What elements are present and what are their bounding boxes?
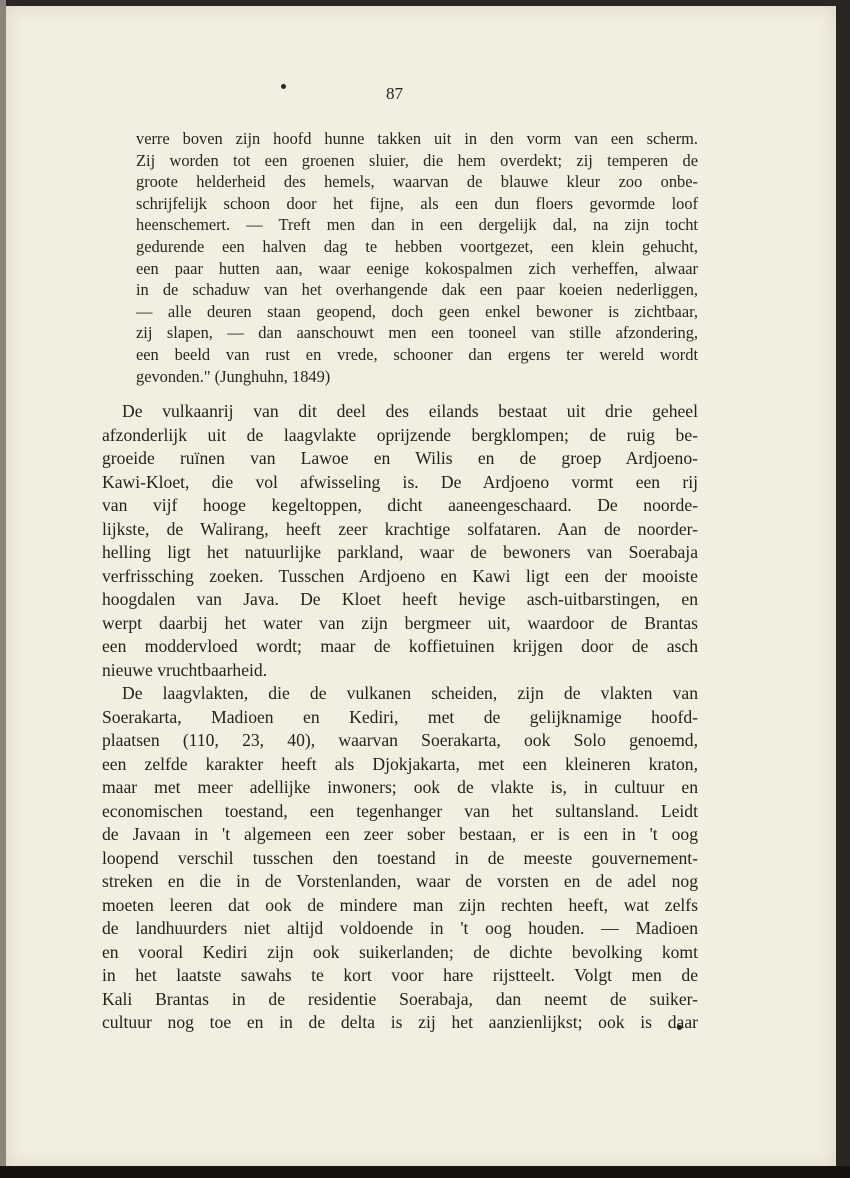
quote-line: gedurende een halven dag te hebben voortgezet, een klein gehucht, [136,236,698,256]
paragraph-line: maar met meer adellijke inwoners; ook de vlakte is, in cultuur en [102,777,698,797]
paragraph-line: Kali Brantas in de residentie Soerabaja, dan neemt de suiker- [102,988,698,1009]
quote-line: een beeld van rust en vrede, schooner dan ergens ter wereld wordt [136,344,698,364]
paragraph-line: De vulkaanrij van dit deel des eilands bestaat uit drie geheel [122,401,698,421]
paragraph-line: nieuwe vruchtbaarheid. [102,659,268,680]
body-text [102,400,698,1035]
paragraph-line: van vijf hooge kegeltoppen, dicht aaneengeschaard. De noorde- [102,495,698,515]
quote-line: heenschemert. — Treft men dan in een dergelijk dal, na zijn tocht [136,215,698,235]
quote-line: schrijfelijk schoon door het fijne, als een dun floers gevormde loof [136,193,698,213]
paragraph-line: werpt daarbij het water van zijn bergmeer uit, waardoor de Brantas [102,612,698,633]
paragraph-line: lijkste, de Walirang, heeft zeer krachtige solfataren. Aan de noorder- [102,518,698,539]
paragraph-line: de landhuurders niet altijd voldoende in 't oog houden. — Madioen [102,918,698,938]
paragraph-line: plaatsen (110, 23, 40), waarvan Soerakarta, ook Solo genoemd, [102,730,698,750]
paragraph-line: de Javaan in 't algemeen een zeer sober bestaan, er is een in 't oog [102,824,698,844]
paragraph-line: Kawi-Kloet, die vol afwisseling is. De Ardjoeno vormt een rij [102,471,698,492]
paragraph-line: De laagvlakten, die de vulkanen scheiden, zijn de vlakten van [122,683,698,703]
quote-line: een paar hutten aan, waar eenige kokospalmen zich verheffen, alwaar [136,258,698,278]
ink-speck [281,84,286,89]
paragraph-line: moeten leeren dat ook de mindere man zijn rechten heeft, wat zelfs [102,894,698,915]
paragraph-line: hoogdalen van Java. De Kloet heeft hevige asch-uitbarstingen, en [102,589,698,609]
paragraph-line: groeide ruïnen van Lawoe en Wilis en de groep Ardjoeno- [102,448,698,468]
paragraph-line: Soerakarta, Madioen en Kediri, met de gelijknamige hoofd- [102,706,698,727]
quote-line: zij slapen, — dan aanschouwt men een tooneel van stille afzondering, [136,323,698,343]
quote-line: — alle deuren staan geopend, doch geen enkel bewoner is zichtbaar, [136,301,698,321]
paragraph-line: afzonderlijk uit de laagvlakte oprijzende bergklompen; de ruig be- [102,424,698,445]
quote-line: groote helderheid des hemels, waarvan de blauwe kleur zoo onbe- [136,172,698,192]
paragraph-line: helling ligt het natuurlijke parkland, waar de bewoners van Soerabaja [102,542,698,562]
quote-line: verre boven zijn hoofd hunne takken uit in den vorm van een scherm. [136,129,698,148]
quote-block [136,128,698,387]
paragraph-line: in het laatste sawahs te kort voor hare rijstteelt. Volgt men de [102,965,698,985]
paragraph-line: een zelfde karakter heeft als Djokjakarta, met een kleineren kraton, [102,753,698,774]
paragraph-line: verfrissching zoeken. Tusschen Ardjoeno en Kawi ligt een der mooiste [102,565,698,586]
paragraph-line: economischen toestand, een tegenhanger van het sultansland. Leidt [102,800,698,821]
paragraph-line: en vooral Kediri zijn ook suikerlanden; de dichte bevolking komt [102,941,698,962]
paragraph-line: cultuur nog toe en in de delta is zij het aanzienlijkst; ook is daar [102,1012,698,1032]
paragraph-line: een moddervloed wordt; maar de koffietuinen krijgen door de asch [102,636,698,656]
scan-bottom-edge [0,1166,850,1178]
quote-citation-line: gevonden." (Junghuhn, 1849) [136,366,331,386]
page-number: 87 [386,84,403,103]
paragraph-line: loopend verschil tusschen den toestand in de meeste gouvernement- [102,847,698,868]
quote-line: in de schaduw van het overhangende dak een paar koeien nederliggen, [136,280,698,300]
paragraph-line: streken en die in de Vorstenlanden, waar de vorsten en de adel nog [102,871,698,891]
quote-line: Zij worden tot een groenen sluier, die hem overdekt; zij temperen de [136,150,698,170]
